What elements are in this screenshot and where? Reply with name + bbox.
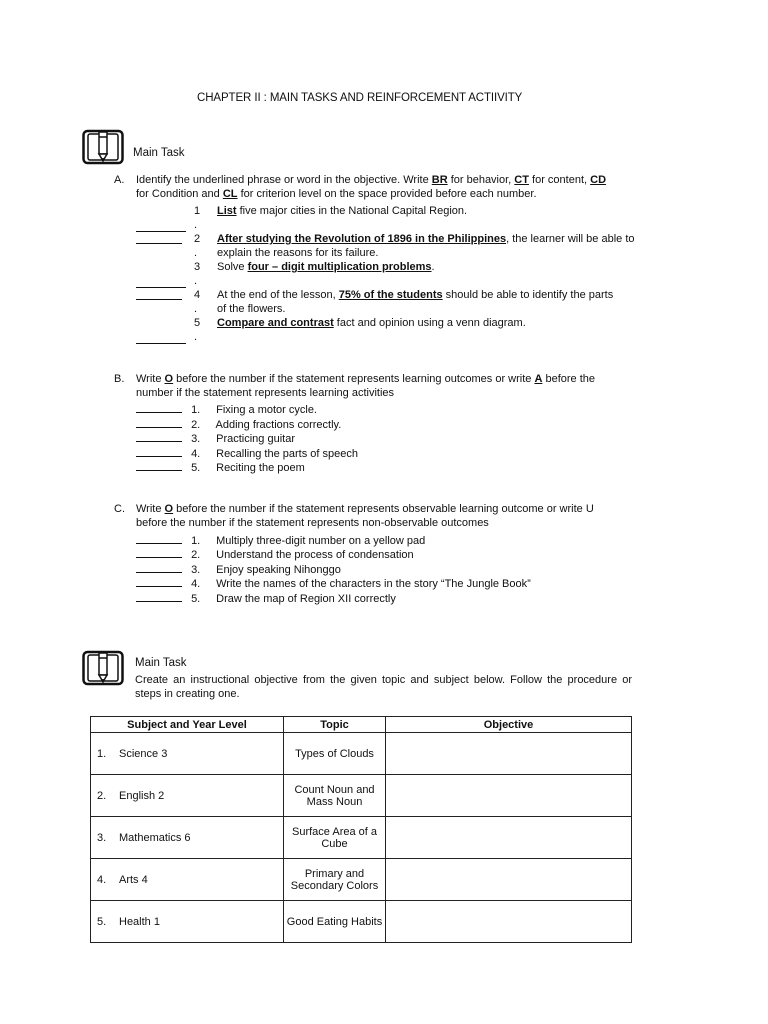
intro-text: before the number if the statement represents learning outcomes or write (173, 373, 535, 385)
intro-text: for content, (528, 174, 591, 186)
notepad-pencil-icon (82, 649, 124, 687)
answer-blank[interactable] (136, 402, 182, 413)
rest: . (431, 261, 435, 273)
task1-heading: Main Task (133, 147, 185, 159)
subject-cell (91, 817, 284, 859)
item-text: Adding fractions correctly. (215, 419, 342, 431)
list-item (136, 431, 295, 446)
pre: At the end of the lesson, (217, 289, 339, 301)
answer-blank[interactable] (136, 576, 182, 587)
answer-blank[interactable] (136, 333, 186, 344)
subject: Mathematics 6 (119, 831, 191, 844)
row-num: 4. (97, 873, 107, 886)
pre: Solve (217, 261, 248, 273)
sectionA-intro-line1 (136, 173, 632, 187)
sectionB-intro-line1 (136, 372, 595, 386)
rest: explain the reasons for its failure. (217, 247, 379, 259)
item-text: Multiply three-digit number on a yellow pad (216, 535, 426, 547)
intro-text: before the number if the statement represents observable learning outcome or write U (173, 503, 594, 515)
num: 1. (191, 404, 201, 416)
sectionC-intro-line2: before the number if the statement represents non-observable outcomes (136, 517, 489, 529)
answer-blank[interactable] (136, 446, 182, 457)
intro-text: before the (542, 373, 595, 385)
sectionB-intro-line2: number if the statement represents learning activities (136, 387, 395, 399)
subject: English 2 (119, 789, 165, 802)
topic-cell (284, 733, 386, 775)
rest: should be able to identify the parts (442, 289, 614, 301)
underlined-phrase: four – digit multiplication problems (247, 261, 432, 273)
itemA1-num (194, 204, 200, 232)
rest: , the learner will be able to (506, 233, 635, 245)
num: 2. (191, 549, 201, 561)
row-num: 1. (97, 747, 107, 760)
itemA3-num (194, 260, 200, 288)
sectionA-intro-line2 (136, 187, 537, 201)
answer-blank[interactable] (136, 533, 182, 544)
underlined-phrase: 75% of the students (338, 289, 443, 301)
itemA4-text (217, 288, 613, 316)
list-item (136, 417, 341, 432)
item-text: Reciting the poem (216, 462, 305, 474)
rest: of the flowers. (217, 303, 286, 315)
topic: Count Noun and (294, 783, 375, 796)
answer-blank[interactable] (136, 221, 186, 232)
list-item (136, 547, 414, 562)
sectionC-intro-line1 (136, 502, 594, 516)
objective-cell[interactable] (386, 859, 632, 901)
underlined-phrase: After studying the Revolution of 1896 in the Philippines (217, 233, 507, 245)
intro-text: for behavior, (447, 174, 515, 186)
col-header-subject: Subject and Year Level (91, 717, 284, 733)
dot: . (194, 303, 198, 315)
num: 2 (194, 233, 201, 245)
num: 1 (194, 205, 201, 217)
dot: . (194, 247, 198, 259)
subject-cell (91, 859, 284, 901)
topic-cell (284, 901, 386, 943)
subject: Science 3 (119, 747, 168, 760)
intro-text: Write (136, 373, 165, 385)
itemA3-text (217, 260, 435, 274)
topic: Good Eating Habits (286, 915, 383, 928)
item-text: Write the names of the characters in the story “The Jungle Book” (216, 578, 531, 590)
answer-blank[interactable] (136, 460, 182, 471)
num: 5. (191, 462, 201, 474)
itemA2-num (194, 232, 200, 260)
answer-blank[interactable] (136, 277, 186, 288)
intro-text: Write (136, 503, 165, 515)
underlined-phrase: Compare and contrast (217, 317, 334, 329)
item-text: Draw the map of Region XII correctly (216, 593, 396, 605)
num: 4. (191, 448, 201, 460)
row-num: 5. (97, 915, 107, 928)
sectionB-letter: B. (114, 373, 125, 385)
row-num: 2. (97, 789, 107, 802)
code-cd: CD (590, 174, 607, 186)
answer-blank[interactable] (136, 591, 182, 602)
row-num: 3. (97, 831, 107, 844)
table-row (91, 901, 632, 943)
num: 3. (191, 564, 201, 576)
answer-blank[interactable] (136, 547, 182, 558)
item-text: Recalling the parts of speech (216, 448, 358, 460)
num: 3 (194, 261, 201, 273)
answer-blank[interactable] (136, 562, 182, 573)
num: 5 (194, 317, 201, 329)
table-row (91, 775, 632, 817)
list-item (136, 576, 531, 591)
table-row (91, 817, 632, 859)
code-a: A (534, 373, 543, 385)
dot: . (194, 331, 198, 343)
table-row (91, 733, 632, 775)
item-text: Practicing guitar (216, 433, 295, 445)
itemA2-text (217, 232, 635, 260)
item-text: Understand the process of condensation (216, 549, 414, 561)
itemA4-num (194, 288, 200, 316)
topic-cell (284, 775, 386, 817)
answer-blank[interactable] (136, 417, 182, 428)
num: 4. (191, 578, 201, 590)
underlined-phrase: List (217, 205, 237, 217)
topic: Secondary Colors (290, 879, 379, 892)
topic-cell (284, 859, 386, 901)
answer-blank-label[interactable] (136, 233, 182, 244)
code-ct: CT (514, 174, 529, 186)
subject-cell (91, 901, 284, 943)
subject-cell (91, 733, 284, 775)
page-title: CHAPTER II : MAIN TASKS AND REINFORCEMENT ACTIIVITY (197, 92, 523, 104)
col-header-objective: Objective (386, 717, 632, 733)
item-text: Enjoy speaking Nihonggo (216, 564, 341, 576)
intro-text: for criterion level on the space provided before each number. (237, 188, 537, 200)
answer-blank[interactable] (136, 431, 182, 442)
table-header-row (91, 717, 632, 733)
code-br: BR (431, 174, 448, 186)
objective-cell[interactable] (386, 733, 632, 775)
topic: Mass Noun (306, 795, 363, 808)
topic: Primary and (304, 867, 365, 880)
sectionA-letter: A. (114, 174, 125, 186)
code-cl: CL (222, 188, 238, 200)
subject: Arts 4 (119, 873, 148, 886)
itemA5-num (194, 316, 200, 344)
objective-cell[interactable] (386, 817, 632, 859)
list-item (136, 460, 305, 475)
num: 3. (191, 433, 201, 445)
subject: Health 1 (119, 915, 160, 928)
task2-heading: Main Task (135, 657, 187, 669)
item-text: Fixing a motor cycle. (216, 404, 317, 416)
list-item (136, 533, 425, 548)
task2-description: Create an instructional objective from the given topic and subject below. Follow the procedure or steps in creating one. (135, 674, 632, 700)
topic: Cube (321, 837, 348, 850)
num: 1. (191, 535, 201, 547)
col-header-topic: Topic (284, 717, 386, 733)
topic-cell (284, 817, 386, 859)
notepad-pencil-icon (82, 128, 124, 166)
subject-cell (91, 775, 284, 817)
intro-text: Identify the underlined phrase or word in the objective. Write (136, 174, 432, 186)
num: 4 (194, 289, 201, 301)
code-o: O (164, 373, 174, 385)
objective-cell[interactable] (386, 901, 632, 943)
list-item (136, 562, 341, 577)
sectionC-letter: C. (114, 503, 125, 515)
list-item (136, 446, 358, 461)
dot: . (194, 275, 198, 287)
list-item (136, 591, 396, 606)
list-item (136, 402, 317, 417)
rest: fact and opinion using a venn diagram. (333, 317, 526, 329)
itemA1-text (217, 204, 467, 218)
itemA5-text (217, 316, 526, 330)
intro-text: for Condition and (136, 188, 223, 200)
topic: Surface Area of a (292, 825, 377, 838)
objectives-table (90, 716, 632, 943)
table-row (91, 859, 632, 901)
rest: five major cities in the National Capital Region. (236, 205, 468, 217)
code-o: O (164, 503, 174, 515)
topic: Types of Clouds (295, 747, 374, 760)
answer-blank[interactable] (136, 289, 182, 300)
dot: . (194, 219, 198, 231)
num: 5. (191, 593, 201, 605)
num: 2. (191, 419, 201, 431)
objective-cell[interactable] (386, 775, 632, 817)
